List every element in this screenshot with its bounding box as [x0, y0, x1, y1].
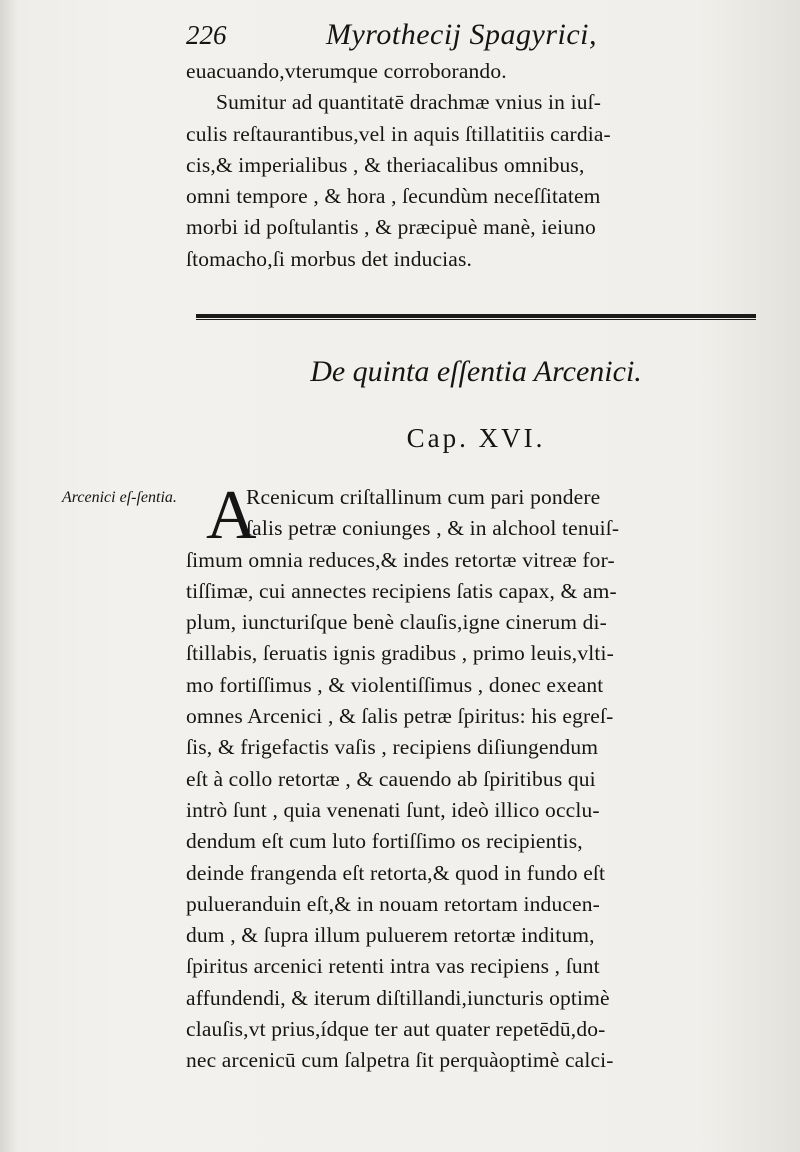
text-line: plum, iuncturiſque benè clauſis,igne cinerum di- — [186, 610, 607, 635]
text-line: Rcenicum criſtallinum cum pari pondere — [246, 485, 601, 509]
text-line: cis,& imperialibus , & theriacalibus omnibus, — [186, 152, 585, 177]
text-line: dendum eſt cum luto fortiſſimo os recipientis, — [186, 829, 583, 854]
chapter-title: De quinta eſſentia Arcenici. — [310, 355, 642, 388]
text-line: ſis, & frigefactis vaſis , recipiens diſiungendum — [186, 735, 599, 760]
text-line: deinde frangenda eſt retorta,& quod in fundo eſt — [186, 860, 606, 885]
text-line: omnes Arcenici , & ſalis petræ ſpiritus: his egreſ- — [186, 704, 614, 729]
text-line: dum , & ſupra illum puluerem retortæ inditum, — [186, 923, 595, 948]
text-line: clauſis,vt prius,ídque ter aut quater repetēdū,do- — [186, 1017, 606, 1042]
top-paragraph — [186, 56, 766, 275]
text-line: eſt à collo retortæ , & cauendo ab ſpiritibus qui — [186, 766, 596, 791]
margin-note: Arcenici eſ-ſentia. — [62, 489, 177, 506]
text-line: intrò ſunt , quia venenati ſunt, ideò illico occlu- — [186, 797, 600, 822]
chapter-number: Cap. XVI. — [406, 423, 546, 453]
text-line: morbi id poſtulantis , & præcipuè manè, ieiuno — [186, 215, 596, 240]
drop-capital: A — [206, 477, 257, 554]
text-line: affundendi, & iterum diſtillandi,iuncturis optimè — [186, 985, 610, 1010]
text-line: ſalis petræ coniunges , & in alchool tenuiſ- — [246, 516, 620, 541]
text-line: culis reſtaurantibus,vel in aquis ſtillatitiis cardia- — [186, 121, 611, 146]
text-line: pulueranduin eſt,& in nouam retortam inducen- — [186, 891, 600, 916]
text-line: tiſſimæ, cui annectes recipiens ſatis capax, & am- — [186, 578, 617, 603]
text-line: nec arcenicū cum ſalpetra ſit perquàoptimè calci- — [186, 1048, 614, 1073]
text-line: ſtillabis, ſeruatis ignis gradibus , primo leuis,vlti- — [186, 641, 614, 666]
text-line: euacuando,vterumque corroborando. — [186, 59, 507, 83]
section-divider — [196, 314, 756, 318]
text-line: Sumitur ad quantitatē drachmæ vnius in iuſ- — [216, 90, 602, 115]
text-line: omni tempore , & hora , ſecundùm neceſſitatem — [186, 184, 601, 209]
page-number: 226 — [186, 20, 227, 50]
text-line: ſtomacho,ſi morbus det inducias. — [186, 246, 473, 271]
text-line: mo fortiſſimus , & violentiſſimus , donec exeant — [186, 672, 604, 697]
page-header — [186, 14, 746, 54]
text-line: ſimum omnia reduces,& indes retortæ vitreæ for- — [186, 547, 615, 572]
running-title: Myrothecij Spagyrici, — [326, 18, 597, 51]
body-paragraph — [186, 477, 766, 1077]
text-line: ſpiritus arcenici retenti intra vas recipiens , ſunt — [186, 954, 600, 979]
